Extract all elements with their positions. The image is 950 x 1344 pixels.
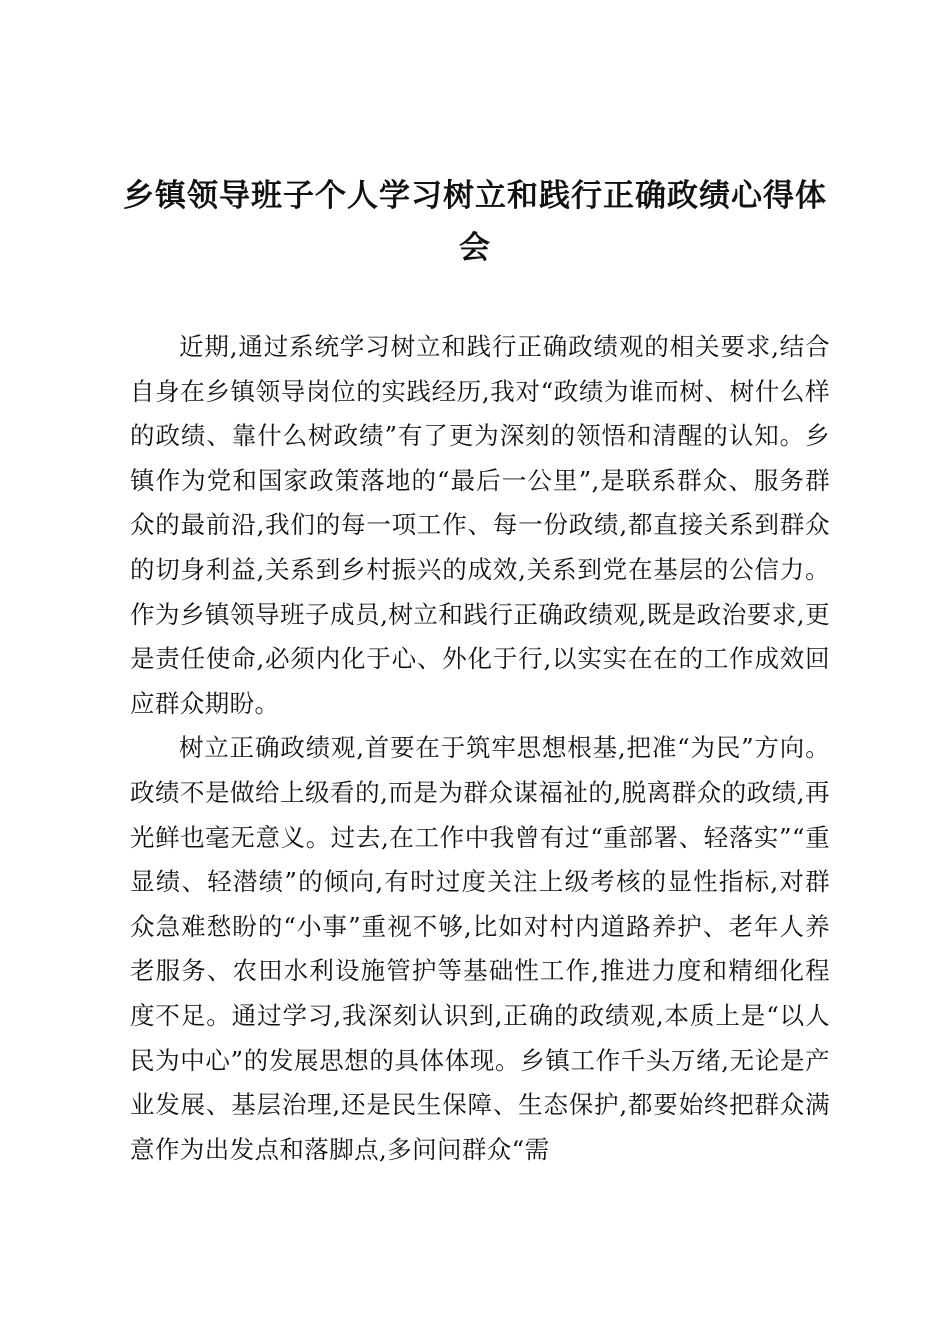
paragraph-1: 近期,通过系统学习树立和践行正确政绩观的相关要求,结合自身在乡镇领导岗位的实践经历,我对“政绩为谁而树、树什么样的政绩、靠什么树政绩”有了更为深刻的领悟和清醒的认知。乡镇作为党和国家政策落地的“最后一公里”,是联系群众、服务群众的最前沿,我们的每一项工作、每一份政绩,都直接关系到群众的切身利益,关系到乡村振兴的成效,关系到党在基层的公信力。作为乡镇领导班子成员,树立和践行正确政绩观,既是政治要求,更是责任使命,必须内化于心、外化于行,以实实在在的工作成效回应群众期盼。: [130, 332, 830, 718]
document-body: [130, 325, 830, 1172]
document-title: 乡镇领导班子个人学习树立和践行正确政绩心得体会: [123, 178, 827, 266]
paragraph-2: 树立正确政绩观,首要在于筑牢思想根基,把准“为民”方向。政绩不是做给上级看的,而是为群众谋福祉的,脱离群众的政绩,再光鲜也毫无意义。过去,在工作中我曾有过“重部署、轻落实”“重显绩、轻潜绩”的倾向,有时过度关注上级考核的显性指标,对群众急难愁盼的“小事”重视不够,比如对村内道路养护、老年人养老服务、农田水利设施管护等基础性工作,推进力度和精细化程度不足。通过学习,我深刻认识到,正确的政绩观,本质上是“以人民为中心”的发展思想的具体体现。乡镇工作千头万绪,无论是产业发展、基层治理,还是民生保障、生态保护,都要始终把群众满意作为出发点和落脚点,多问问群众“需: [130, 733, 830, 1164]
